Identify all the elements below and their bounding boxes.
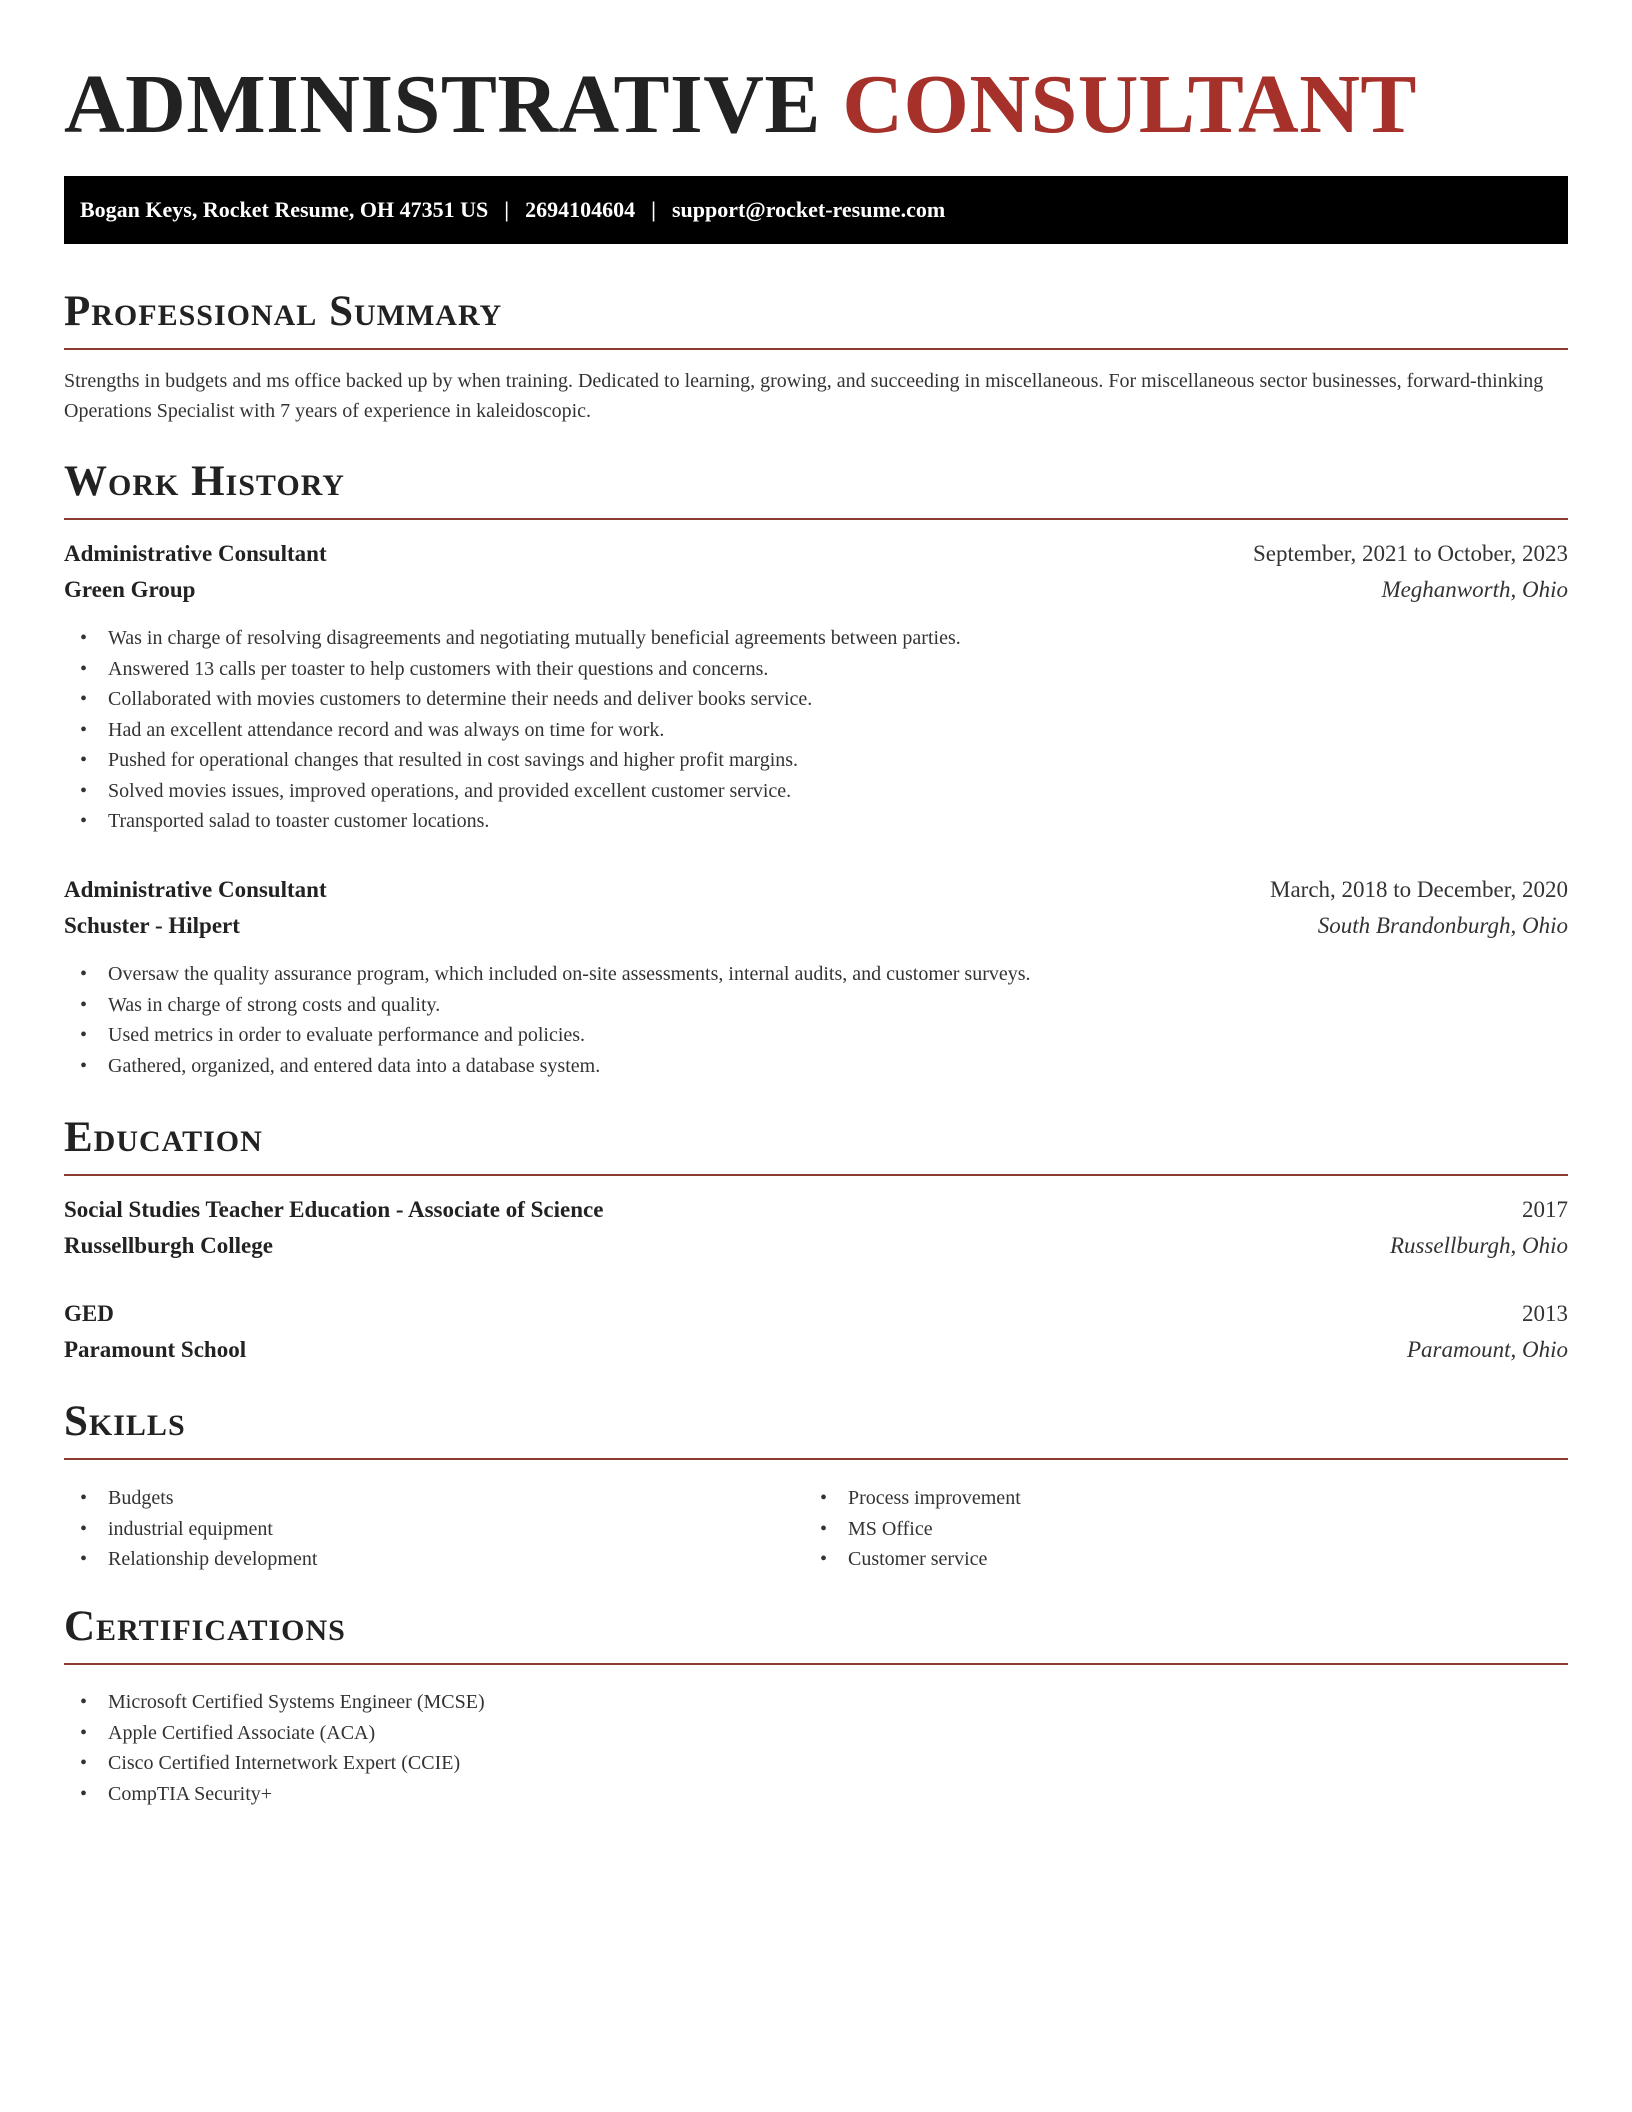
job-duty: • Oversaw the quality assurance program, which included on-site assessments, internal audits, and customer surveys. xyxy=(64,959,1031,990)
education-degree-row xyxy=(64,1297,1568,1331)
title-word-accent: CONSULTANT xyxy=(842,58,1417,151)
education-degree: Social Studies Teacher Education - Associate of Science xyxy=(64,1197,604,1222)
skill-item: • Process improvement xyxy=(804,1483,1021,1514)
title-word-primary: ADMINISTRATIVE xyxy=(64,58,821,151)
work-heading: Work History xyxy=(64,458,345,505)
job-duty: • Collaborated with movies customers to determine their needs and deliver books service. xyxy=(64,684,961,715)
certifications-heading: Certifications xyxy=(64,1603,346,1650)
education-section-heading xyxy=(64,1116,1568,1176)
contact-phone: 2694104604 xyxy=(525,197,636,222)
education-heading: Education xyxy=(64,1114,263,1161)
summary-text: Strengths in budgets and ms office backed up by when training. Dedicated to learning, growing, and succeeding in miscellaneous. For miscellaneous sector businesses, forward-thinking Operations Specialist with 7 years of experience in kaleidoscopic. xyxy=(64,370,1544,422)
job-duty: • Gathered, organized, and entered data into a database system. xyxy=(64,1051,1031,1082)
education-degree: GED xyxy=(64,1301,114,1326)
contact-bar xyxy=(64,176,1568,244)
summary-heading: Professional Summary xyxy=(64,288,503,335)
certification-item: • Microsoft Certified Systems Engineer (MCSE) xyxy=(64,1687,485,1718)
summary-section-heading xyxy=(64,290,1568,350)
job-duty: • Pushed for operational changes that resulted in cost savings and higher profit margins. xyxy=(64,745,961,776)
certification-item: • Cisco Certified Internetwork Expert (CCIE) xyxy=(64,1748,485,1779)
job-dates: September, 2021 to October, 2023 xyxy=(1253,541,1568,566)
skills-heading: Skills xyxy=(64,1398,186,1445)
skill-item: • Budgets xyxy=(64,1483,317,1514)
job-dates: March, 2018 to December, 2020 xyxy=(1270,877,1568,902)
education-location: Russellburgh, Ohio xyxy=(1389,1233,1568,1258)
job-company-row xyxy=(64,909,1568,943)
job-duty: • Had an excellent attendance record and was always on time for work. xyxy=(64,715,961,746)
work-section-heading xyxy=(64,460,1568,520)
job-duty: • Transported salad to toaster customer locations. xyxy=(64,806,961,837)
education-school: Russellburgh College xyxy=(64,1233,273,1258)
job-company: Schuster - Hilpert xyxy=(64,913,240,938)
contact-separator: | xyxy=(504,197,510,222)
job-location: South Brandonburgh, Ohio xyxy=(1317,913,1568,938)
education-school: Paramount School xyxy=(64,1337,247,1362)
resume-page xyxy=(64,0,1568,1805)
job-duty: • Was in charge of resolving disagreements and negotiating mutually beneficial agreements between parties. xyxy=(64,623,961,654)
job-duty: • Used metrics in order to evaluate performance and policies. xyxy=(64,1020,1031,1051)
job-title: Administrative Consultant xyxy=(64,541,327,566)
certification-item: • CompTIA Security+ xyxy=(64,1779,485,1810)
job-title: Administrative Consultant xyxy=(64,877,327,902)
contact-separator: | xyxy=(651,197,656,222)
contact-email: support@rocket-resume.com xyxy=(671,197,946,222)
job-title-row xyxy=(64,537,1568,571)
skill-item: • Customer service xyxy=(804,1544,1021,1575)
job-company: Green Group xyxy=(64,577,196,602)
certification-item: • Apple Certified Associate (ACA) xyxy=(64,1718,485,1749)
job-duties-list xyxy=(64,623,961,837)
education-school-row xyxy=(64,1229,1568,1263)
job-title-row xyxy=(64,873,1568,907)
skills-list-right xyxy=(804,1483,1021,1575)
education-year: 2013 xyxy=(1522,1301,1568,1326)
job-duty: • Answered 13 calls per toaster to help customers with their questions and concerns. xyxy=(64,654,961,685)
contact-address: Bogan Keys, Rocket Resume, OH 47351 US xyxy=(80,197,489,222)
certifications-section-heading xyxy=(64,1605,1568,1665)
job-location: Meghanworth, Ohio xyxy=(1381,577,1568,602)
skill-item: • industrial equipment xyxy=(64,1514,317,1545)
skill-item: • MS Office xyxy=(804,1514,1021,1545)
education-year: 2017 xyxy=(1522,1197,1568,1222)
job-duty: • Solved movies issues, improved operations, and provided excellent customer service. xyxy=(64,776,961,807)
job-duties-list xyxy=(64,959,1031,1081)
job-company-row xyxy=(64,573,1568,607)
certifications-list xyxy=(64,1687,485,1809)
skills-list-left xyxy=(64,1483,317,1575)
education-degree-row xyxy=(64,1193,1568,1227)
resume-title xyxy=(64,0,1568,152)
education-school-row xyxy=(64,1333,1568,1367)
education-location: Paramount, Ohio xyxy=(1407,1337,1568,1362)
skills-section-heading xyxy=(64,1400,1568,1460)
job-duty: • Was in charge of strong costs and quality. xyxy=(64,990,1031,1021)
skill-item: • Relationship development xyxy=(64,1544,317,1575)
